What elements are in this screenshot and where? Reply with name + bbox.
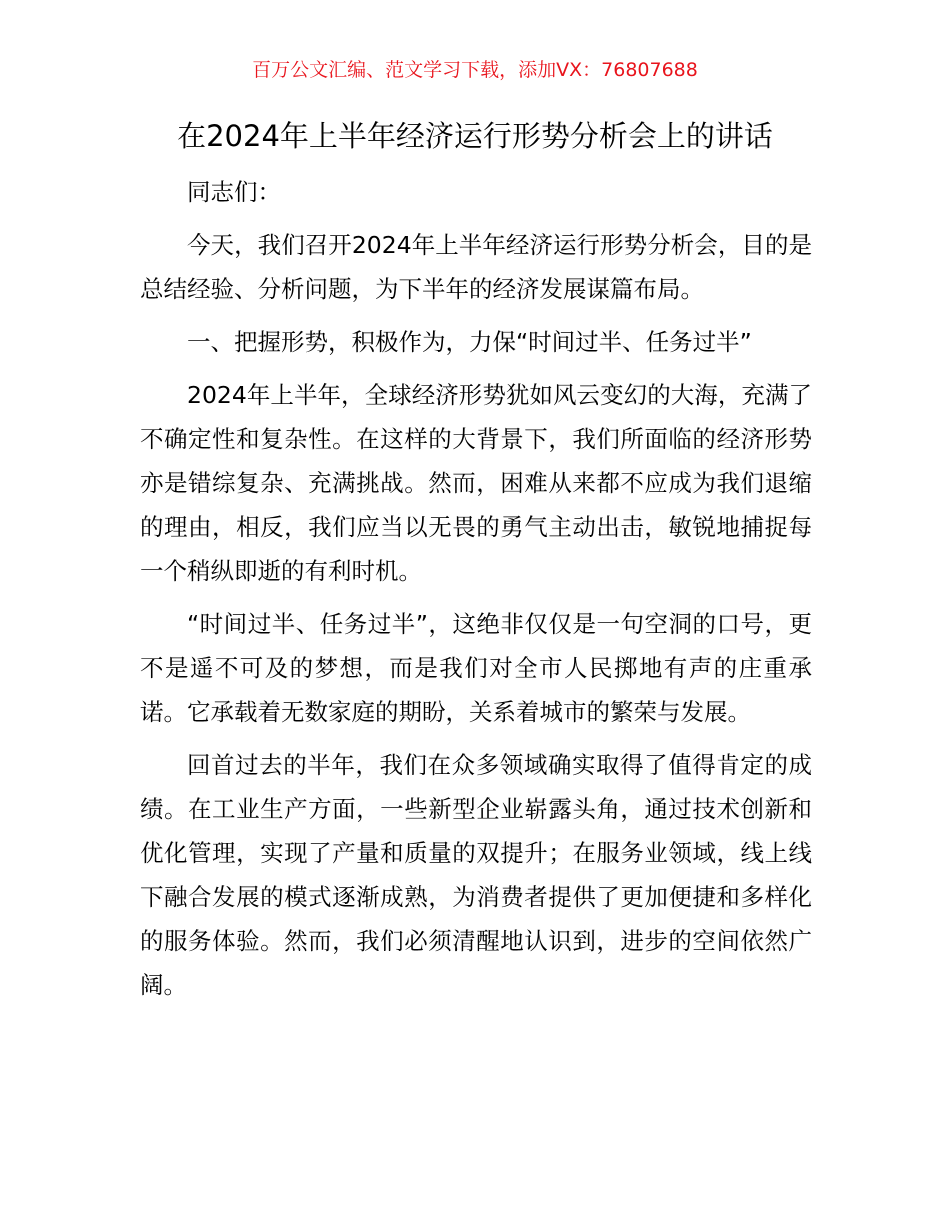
body-paragraph: 回首过去的半年，我们在众多领域确实取得了值得肯定的成绩。在工业生产方面，一些新型企业崭露头角，通过技术创新和优化管理，实现了产量和质量的双提升；在服务业领域，线上线下融合发展的模式逐渐成熟，为消费者提供了更加便捷和多样化的服务体验。然而，我们必须清醒地认识到，进步的空间依然广阔。 (140, 751, 812, 999)
document-title: 在2024年上半年经济运行形势分析会上的讲话 (177, 119, 773, 153)
body-paragraph: 2024年上半年，全球经济形势犹如风云变幻的大海，充满了不确定性和复杂性。在这样的大背景下，我们所面临的经济形势亦是错综复杂、充满挑战。然而，困难从来都不应成为我们退缩的理由，相反，我们应当以无畏的勇气主动出击，敏锐地捕捉每一个稍纵即逝的有利时机。 (140, 381, 812, 585)
salutation: 同志们： (187, 178, 281, 206)
section-heading-1: 一、把握形势，积极作为，力保“时间过半、任务过半” (187, 328, 752, 356)
body-paragraph: “时间过半、任务过半”，这绝非仅仅是一句空洞的口号，更不是遥不可及的梦想，而是我们对全市人民掷地有声的庄重承诺。它承载着无数家庭的期盼，关系着城市的繁荣与发展。 (140, 610, 812, 726)
intro-paragraph: 今天，我们召开2024年上半年经济运行形势分析会，目的是总结经验、分析问题，为下半年的经济发展谋篇布局。 (140, 231, 812, 303)
document-body (140, 170, 812, 1016)
watermark-banner: 百万公文汇编、范文学习下载，添加VX：76807688 (252, 59, 698, 81)
